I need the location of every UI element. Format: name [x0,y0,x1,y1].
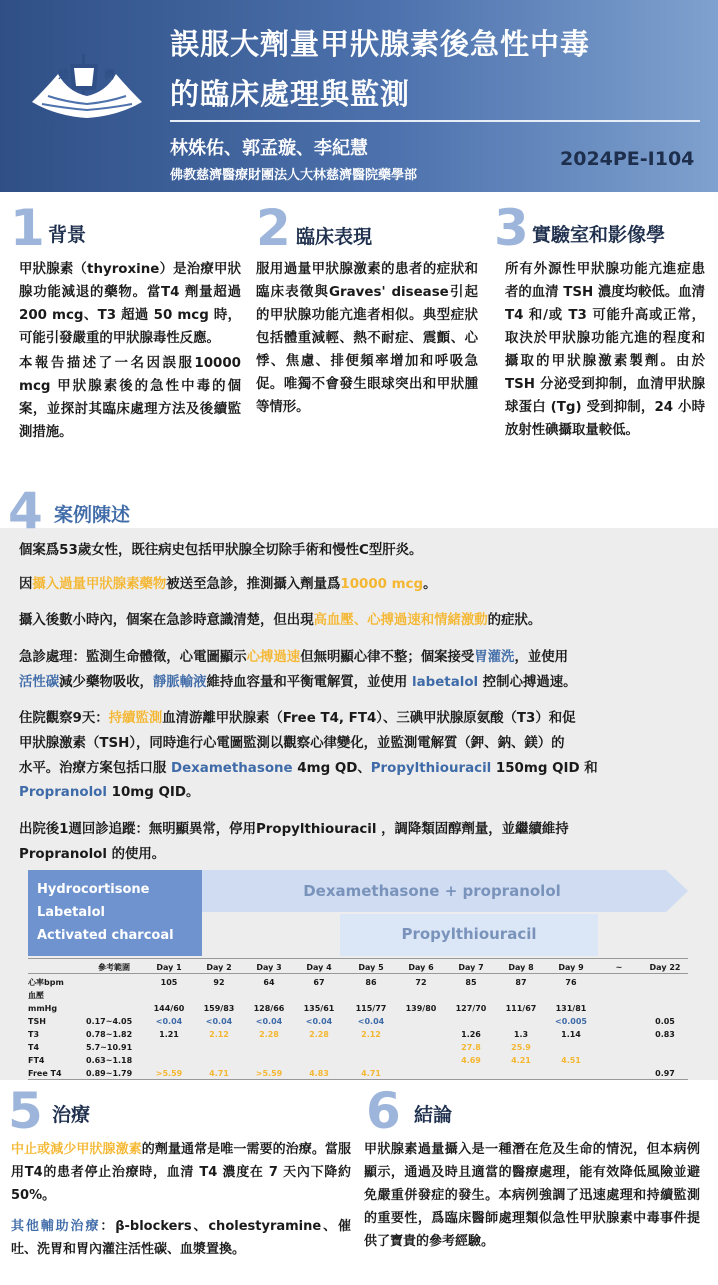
lab-row-label: T3 [28,1030,40,1039]
case-highlight: 心搏過速 [246,650,301,665]
lab-value-cell: <0.04 [305,1017,333,1026]
case-highlight: 高血壓、心搏過速和情緒激動 [313,613,488,628]
case-line-3 [19,608,694,633]
case-text: 被送至急診，推測攝入劑量爲 [166,577,341,592]
lab-row-label: T4 [28,1043,40,1052]
section-6-body [364,1138,700,1255]
case-highlight: Propylthiouracil [370,761,492,776]
lab-value-cell: >5.59 [155,1069,183,1078]
logo-text-left: 慈 [58,68,69,81]
lab-value-cell: 72 [415,978,427,987]
lab-table-row [28,976,688,989]
lab-value-cell: 0.97 [655,1069,675,1078]
section-2-title: 臨床表現 [296,226,373,248]
case-line-2 [19,572,694,597]
lab-value-cell: 87 [515,978,527,987]
lab-header-cell: 參考範圍 [98,963,130,972]
case-line-4 [19,645,694,670]
poster-title-line2: 的臨床處理與監測 [170,77,411,111]
lab-header-cell: Day 2 [206,963,232,972]
poster-title-line1: 誤服大劑量甲狀腺素後急性中毒 [170,27,591,61]
lab-header-cell: Day 6 [408,963,434,972]
section-3-p1: 所有外源性甲狀腺功能亢進症患者的血清 TSH 濃度均較低。血清 T4 和/或 T3 可能升高或正常，取決於甲狀腺功能亢進的程度和攝取的甲狀腺激素製劑。由於 TSH 分泌受到抑制，血清甲狀腺球蛋白 (Tg) 受到抑制，24 小時放射性碘攝取量較低。 [505,262,705,438]
lab-table-header [28,961,688,974]
lab-value-cell: 135/61 [303,1004,335,1013]
lab-value-cell: <0.04 [357,1017,385,1026]
lab-value-cell: 2.12 [361,1030,381,1039]
case-text: 的症狀。 [487,613,542,628]
timeline-item-hydrocortisone: Hydrocortisone [37,882,150,897]
lab-row-label: FT4 [28,1056,45,1065]
lab-value-cell: 1.21 [159,1030,179,1039]
case-text: 10mg QID。 [106,785,200,800]
lab-value-cell: 64 [263,978,275,987]
lab-value-cell: 76 [565,978,577,987]
lab-value-cell: <0.005 [554,1017,587,1026]
treatment-highlight: 中止或減少甲狀腺激素 [11,1142,142,1157]
lab-reference-range: 0.63~1.18 [86,1056,133,1065]
lab-value-cell: 139/80 [405,1004,437,1013]
section-2-body [256,258,478,421]
treatment-text: ：β-blockers、cholestyramine、催吐、洗胃和胃內灌注活性碳、血漿置換。 [11,1219,351,1257]
case-text: 血清游離甲狀腺素（Free T4, FT4）、三碘甲狀腺原氨酸（T3）和促 [162,711,576,726]
lab-value-cell: 67 [313,978,325,987]
case-highlight: 攝入過量甲狀腺素藥物 [32,577,167,592]
header-banner [0,0,718,192]
lab-reference-range: 0.89~1.79 [86,1069,133,1078]
lab-header-cell: Day 4 [306,963,332,972]
lab-table-row [28,989,688,1002]
header-divider [170,120,700,122]
affiliation: 佛教慈濟醫療財團法人大林慈濟醫院藥學部 [170,168,418,183]
lab-value-cell: 105 [160,978,178,987]
section-1-body [19,258,241,446]
section-4-title: 案例陳述 [54,504,131,526]
case-line-5 [19,670,694,695]
lab-header-cell: Day 3 [256,963,282,972]
lab-value-cell: 27.8 [461,1043,481,1052]
case-line-8 [19,756,694,781]
section-6-title: 結論 [414,1104,453,1126]
section-6-number: 6 [366,1082,401,1140]
case-highlight: 10000 mcg [340,577,424,592]
case-highlight: 持續監測 [108,711,163,726]
lab-row-label: Free T4 [28,1069,62,1078]
lab-table-row [28,1028,688,1041]
section-1-title: 背景 [48,224,87,246]
timeline-initial-treatment [28,870,202,956]
case-text: 住院觀察9天： [19,711,109,726]
treatment-text: 的劑量通常是唯一需要的治療。當服用T4的患者停止治療時，血清 T4 濃度在 7 天內下降約 50%。 [11,1142,351,1203]
section-5-title: 治療 [52,1104,91,1126]
logo-text-right: 濟 [104,68,115,81]
lab-header-cell: Day 5 [358,963,384,972]
section-1-number: 1 [10,199,45,257]
section-6-p1: 甲狀腺素過量攝入是一種潛在危及生命的情況，但本病例顯示，通過及時且適當的醫療處理，能有效降低風險並避免嚴重併發症的發生。本病例強調了迅速處理和持續監測的重要性，爲臨床醫師處理類似急性甲狀腺素中毒事件提供了寶貴的參考經驗。 [364,1142,700,1249]
lab-value-cell: 86 [365,978,377,987]
lab-value-cell: 128/66 [253,1004,285,1013]
case-text: 但無明顯心律不整；個案接受 [300,650,475,665]
case-text: 水平。治療方案包括口服 [19,761,171,776]
section-3-body [505,258,705,444]
lab-value-cell: 0.05 [655,1017,675,1026]
lab-value-cell: 4.69 [461,1056,481,1065]
lab-header-cell: Day 7 [458,963,484,972]
lab-header-cell: ~ [615,963,623,972]
lab-value-cell: 144/60 [153,1004,185,1013]
case-text: 攝入後數小時內，個案在急診時意識清楚，但出現 [19,613,314,628]
lab-value-cell: 1.26 [461,1030,481,1039]
case-text: 。 [423,577,437,592]
case-line-9 [19,780,694,805]
lab-value-cell: <0.04 [155,1017,183,1026]
section-1-p1: 甲狀腺素（thyroxine）是治療甲狀腺功能減退的藥物。當T4 劑量超過 200 mcg、T3 超過 50 mcg 時，可能引發嚴重的甲狀腺毒性反應。 [19,262,241,346]
lab-value-cell: 2.28 [309,1030,329,1039]
lab-row-label: TSH [28,1017,46,1026]
lab-table-row [28,1067,688,1080]
case-highlight: Propranolol [19,785,107,800]
lab-value-cell: 2.28 [259,1030,279,1039]
timeline-item-charcoal: Activated charcoal [37,928,174,943]
lab-value-cell: 127/70 [455,1004,487,1013]
lab-row-label: 血壓 [28,991,44,1000]
case-highlight: Dexamethasone [170,761,293,776]
lab-value-cell: 1.14 [561,1030,581,1039]
case-text: 控制心搏過速。 [478,675,577,690]
lab-value-cell: 159/83 [203,1004,235,1013]
lab-row-label: 心率bpm [28,978,64,987]
lab-value-cell: 111/67 [505,1004,537,1013]
lab-reference-range: 0.17~4.05 [86,1017,133,1026]
section-1-p2: 本報告描述了一名因誤服10000 mcg 甲狀腺素後的急性中毒的個案，並探討其臨床處理方法及後續監測措施。 [19,356,241,440]
authors: 林姝佑、郭孟璇、李紀慧 [170,138,368,159]
lab-value-cell: 4.71 [361,1069,381,1078]
timeline-arrow-label: Dexamethasone + propranolol [303,882,561,900]
lab-value-cell: 85 [465,978,477,987]
timeline-ptu-bar: Propylthiouracil [340,914,598,956]
lab-value-cell: 0.83 [655,1030,675,1039]
case-line-7: 甲狀腺激素（TSH），同時進行心電圖監測以觀察心律變化，並監測電解質（鉀、鈉、鎂）的 [19,736,565,751]
section-3-number: 3 [494,199,529,257]
lab-value-cell: 4.83 [309,1069,329,1078]
section-5-number: 5 [8,1082,43,1140]
case-text: ，並使用 [514,650,569,665]
case-text: 因 [19,577,33,592]
lab-header-cell: Day 8 [508,963,534,972]
poster-code: 2024PE-I104 [560,148,695,170]
case-highlight: 靜脈輸液 [152,675,207,690]
lab-value-cell: 115/77 [355,1004,387,1013]
case-highlight: labetalol [412,675,479,690]
lab-value-cell: 131/81 [555,1004,587,1013]
lab-value-cell: >5.59 [255,1069,283,1078]
case-line-6 [19,706,694,731]
lab-value-cell: 2.12 [209,1030,229,1039]
section-3-title: 實驗室和影像學 [532,224,666,246]
case-line-1: 個案爲53歲女性，既往病史包括甲狀腺全切除手術和慢性C型肝炎。 [19,543,423,558]
lab-value-cell: 4.71 [209,1069,229,1078]
lab-value-cell: 4.51 [561,1056,581,1065]
case-text: 維持血容量和平衡電解質，並使用 [206,675,412,690]
case-text: 減少藥物吸收， [59,675,153,690]
case-text: 4mg QD、 [292,761,371,776]
section-4-number: 4 [8,482,43,540]
timeline-item-labetalol: Labetalol [37,905,106,920]
lab-results-table [28,958,688,1080]
lab-header-cell: Day 9 [558,963,584,972]
treatment-timeline [28,870,688,956]
lab-table-row [28,1041,688,1054]
section-5-p2 [11,1215,351,1261]
lab-value-cell: 25.9 [511,1043,531,1052]
lab-value-cell: <0.04 [255,1017,283,1026]
lab-table-row [28,1002,688,1015]
case-text: 150mg QID 和 [491,761,598,776]
lab-table-row [28,1054,688,1067]
tzu-chi-ship-logo-icon [28,44,146,124]
lab-reference-range: 5.7~10.91 [86,1043,133,1052]
section-2-p1: 服用過量甲狀腺激素的患者的症狀和臨床表徵與Graves' disease引起的甲狀腺功能亢進者相似。典型症狀包括體重減輕、熱不耐症、震顫、心悸、焦慮、排便頻率增加和呼吸急促。唯獨不會發生眼球突出和甲狀腫等情形。 [256,262,478,415]
lab-value-cell: <0.04 [205,1017,233,1026]
treatment-highlight: 其他輔助治療 [11,1219,101,1234]
case-line-11: Propranolol 的使用。 [19,847,166,862]
section-5-p1 [11,1138,351,1207]
lab-value-cell: 92 [213,978,225,987]
lab-header-cell: Day 22 [649,963,681,972]
lab-value-cell: 4.21 [511,1056,531,1065]
section-5-body [11,1138,351,1263]
lab-row-label: mmHg [28,1004,58,1013]
section-2-number: 2 [256,199,291,257]
lab-value-cell: 1.3 [513,1030,529,1039]
case-highlight: 活性碳 [19,675,60,690]
case-line-10: 出院後1週回診追蹤：無明顯異常，停用Propylthiouracil ，調降類固醇劑量，並繼續維持 [19,822,569,837]
lab-reference-range: 0.78~1.82 [86,1030,133,1039]
lab-header-cell: Day 1 [156,963,182,972]
lab-table-row [28,1015,688,1028]
case-text: 急診處理：監測生命體徵，心電圖顯示 [19,650,247,665]
case-highlight: 胃灌洗 [474,650,515,665]
